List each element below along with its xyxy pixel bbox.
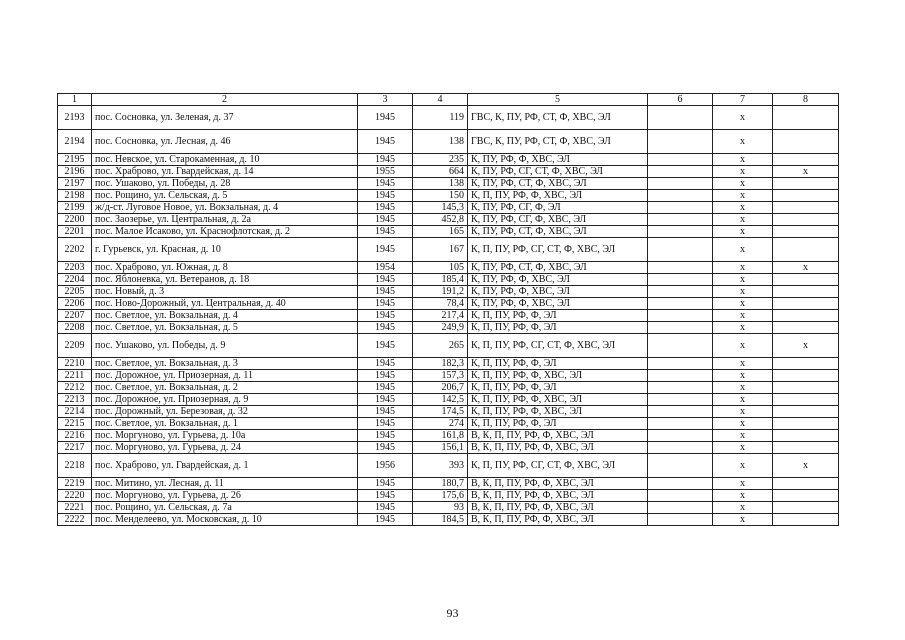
area-cell: 174,5 — [413, 406, 468, 418]
area-cell: 249,9 — [413, 322, 468, 334]
column-8-cell — [773, 202, 839, 214]
year-cell: 1945 — [358, 370, 413, 382]
address-cell: пос. Храброво, ул. Южная, д. 8 — [92, 262, 358, 274]
year-cell: 1945 — [358, 406, 413, 418]
systems-cell: В, К, П, ПУ, РФ, Ф, ХВС, ЭЛ — [468, 514, 648, 526]
column-8-cell: х — [773, 454, 839, 478]
systems-cell: К, П, ПУ, РФ, Ф, ХВС, ЭЛ — [468, 190, 648, 202]
address-cell: пос. Сосновка, ул. Зеленая, д. 37 — [92, 106, 358, 130]
column-8-cell — [773, 394, 839, 406]
column-6-cell — [648, 406, 713, 418]
systems-cell: К, ПУ, РФ, СГ, СТ, Ф, ХВС, ЭЛ — [468, 166, 648, 178]
address-cell: ж/д-ст. Луговое Новое, ул. Вокзальная, д. 4 — [92, 202, 358, 214]
table-row — [58, 166, 839, 178]
table-row — [58, 178, 839, 190]
table-row — [58, 214, 839, 226]
address-cell: пос. Невское, ул. Старокаменная, д. 10 — [92, 154, 358, 166]
table-row — [58, 394, 839, 406]
year-cell: 1945 — [358, 214, 413, 226]
column-8-cell — [773, 106, 839, 130]
column-8-cell — [773, 274, 839, 286]
column-8-cell: х — [773, 334, 839, 358]
area-cell: 93 — [413, 502, 468, 514]
year-cell: 1956 — [358, 454, 413, 478]
address-cell: пос. Светлое, ул. Вокзальная, д. 1 — [92, 418, 358, 430]
systems-cell: К, П, ПУ, РФ, Ф, ХВС, ЭЛ — [468, 370, 648, 382]
address-cell: пос. Рощино, ул. Сельская, д. 5 — [92, 190, 358, 202]
column-7-cell: х — [713, 382, 773, 394]
address-cell: г. Гурьевск, ул. Красная, д. 10 — [92, 238, 358, 262]
row-number-cell: 2198 — [58, 190, 92, 202]
address-cell: пос. Храброво, ул. Гвардейская, д. 14 — [92, 166, 358, 178]
table-row — [58, 262, 839, 274]
systems-cell: В, К, П, ПУ, РФ, Ф, ХВС, ЭЛ — [468, 442, 648, 454]
column-7-cell: х — [713, 442, 773, 454]
row-number-cell: 2212 — [58, 382, 92, 394]
column-7-cell: х — [713, 130, 773, 154]
column-8-cell — [773, 370, 839, 382]
column-6-cell — [648, 214, 713, 226]
table-row — [58, 298, 839, 310]
column-6-cell — [648, 226, 713, 238]
table-row — [58, 238, 839, 262]
column-8-cell — [773, 514, 839, 526]
year-cell: 1945 — [358, 226, 413, 238]
column-6-cell — [648, 262, 713, 274]
year-cell: 1945 — [358, 130, 413, 154]
column-6-cell — [648, 154, 713, 166]
column-8-cell — [773, 490, 839, 502]
column-8-cell — [773, 190, 839, 202]
page-number: 93 — [446, 606, 459, 620]
area-cell: 105 — [413, 262, 468, 274]
year-cell: 1955 — [358, 166, 413, 178]
column-7-cell: х — [713, 358, 773, 370]
table-row — [58, 442, 839, 454]
column-8-cell — [773, 298, 839, 310]
address-cell: пос. Светлое, ул. Вокзальная, д. 2 — [92, 382, 358, 394]
address-cell: пос. Менделеево, ул. Московская, д. 10 — [92, 514, 358, 526]
year-cell: 1945 — [358, 190, 413, 202]
column-6-cell — [648, 130, 713, 154]
area-cell: 138 — [413, 130, 468, 154]
column-7-cell: х — [713, 478, 773, 490]
column-6-cell — [648, 430, 713, 442]
column-8-cell — [773, 310, 839, 322]
column-6-cell — [648, 454, 713, 478]
column-6-cell — [648, 502, 713, 514]
address-cell: пос. Светлое, ул. Вокзальная, д. 3 — [92, 358, 358, 370]
systems-cell: К, П, ПУ, РФ, Ф, ЭЛ — [468, 418, 648, 430]
systems-cell: В, К, П, ПУ, РФ, Ф, ХВС, ЭЛ — [468, 490, 648, 502]
address-cell: пос. Ушаково, ул. Победы, д. 9 — [92, 334, 358, 358]
systems-cell: К, П, ПУ, РФ, СГ, СТ, Ф, ХВС, ЭЛ — [468, 454, 648, 478]
systems-cell: К, ПУ, РФ, СТ, Ф, ХВС, ЭЛ — [468, 262, 648, 274]
column-7-cell: х — [713, 226, 773, 238]
address-cell: пос. Моргуново, ул. Гурьева, д. 10а — [92, 430, 358, 442]
column-8-cell — [773, 322, 839, 334]
register-table — [57, 93, 839, 526]
systems-cell: К, ПУ, РФ, СГ, Ф, ЭЛ — [468, 202, 648, 214]
area-cell: 150 — [413, 190, 468, 202]
column-8-cell — [773, 358, 839, 370]
column-6-cell — [648, 418, 713, 430]
column-header: 4 — [413, 94, 468, 106]
column-header: 3 — [358, 94, 413, 106]
column-6-cell — [648, 238, 713, 262]
column-7-cell: х — [713, 454, 773, 478]
column-6-cell — [648, 442, 713, 454]
area-cell: 138 — [413, 178, 468, 190]
header-row — [58, 94, 839, 106]
address-cell: пос. Сосновка, ул. Лесная, д. 46 — [92, 130, 358, 154]
column-6-cell — [648, 166, 713, 178]
column-7-cell: х — [713, 202, 773, 214]
table-row — [58, 430, 839, 442]
area-cell: 265 — [413, 334, 468, 358]
row-number-cell: 2203 — [58, 262, 92, 274]
table-row — [58, 286, 839, 298]
address-cell: пос. Митино, ул. Лесная, д. 11 — [92, 478, 358, 490]
column-7-cell: х — [713, 430, 773, 442]
column-8-cell — [773, 238, 839, 262]
systems-cell: К, П, ПУ, РФ, Ф, ХВС, ЭЛ — [468, 394, 648, 406]
row-number-cell: 2209 — [58, 334, 92, 358]
systems-cell: К, П, ПУ, РФ, СГ, СТ, Ф, ХВС, ЭЛ — [468, 238, 648, 262]
column-7-cell: х — [713, 262, 773, 274]
systems-cell: К, ПУ, РФ, Ф, ХВС, ЭЛ — [468, 154, 648, 166]
address-cell: пос. Ново-Дорожный, ул. Центральная, д. 40 — [92, 298, 358, 310]
table-row — [58, 514, 839, 526]
row-number-cell: 2202 — [58, 238, 92, 262]
row-number-cell: 2193 — [58, 106, 92, 130]
row-number-cell: 2218 — [58, 454, 92, 478]
table-row — [58, 358, 839, 370]
address-cell: пос. Заозерье, ул. Центральная, д. 2а — [92, 214, 358, 226]
column-header: 7 — [713, 94, 773, 106]
table-row — [58, 382, 839, 394]
systems-cell: К, П, ПУ, РФ, СГ, СТ, Ф, ХВС, ЭЛ — [468, 334, 648, 358]
column-7-cell: х — [713, 274, 773, 286]
column-8-cell — [773, 382, 839, 394]
column-7-cell: х — [713, 334, 773, 358]
column-8-cell — [773, 130, 839, 154]
area-cell: 180,7 — [413, 478, 468, 490]
column-6-cell — [648, 322, 713, 334]
column-6-cell — [648, 178, 713, 190]
column-6-cell — [648, 202, 713, 214]
systems-cell: К, П, ПУ, РФ, Ф, ЭЛ — [468, 382, 648, 394]
year-cell: 1945 — [358, 382, 413, 394]
row-number-cell: 2205 — [58, 286, 92, 298]
year-cell: 1945 — [358, 334, 413, 358]
systems-cell: К, П, ПУ, РФ, Ф, ХВС, ЭЛ — [468, 406, 648, 418]
column-7-cell: х — [713, 166, 773, 178]
area-cell: 206,7 — [413, 382, 468, 394]
column-7-cell: х — [713, 190, 773, 202]
row-number-cell: 2219 — [58, 478, 92, 490]
column-7-cell: х — [713, 370, 773, 382]
row-number-cell: 2213 — [58, 394, 92, 406]
column-8-cell — [773, 178, 839, 190]
area-cell: 184,5 — [413, 514, 468, 526]
area-cell: 78,4 — [413, 298, 468, 310]
column-8-cell — [773, 286, 839, 298]
address-cell: пос. Моргуново, ул. Гурьева, д. 26 — [92, 490, 358, 502]
column-7-cell: х — [713, 286, 773, 298]
area-cell: 157,3 — [413, 370, 468, 382]
table-row — [58, 154, 839, 166]
year-cell: 1945 — [358, 430, 413, 442]
systems-cell: ГВС, К, ПУ, РФ, СТ, Ф, ХВС, ЭЛ — [468, 130, 648, 154]
year-cell: 1945 — [358, 514, 413, 526]
area-cell: 182,3 — [413, 358, 468, 370]
table-row — [58, 322, 839, 334]
column-8-cell — [773, 442, 839, 454]
column-6-cell — [648, 394, 713, 406]
table-row — [58, 490, 839, 502]
year-cell: 1945 — [358, 310, 413, 322]
column-8-cell: х — [773, 262, 839, 274]
year-cell: 1945 — [358, 298, 413, 310]
systems-cell: К, П, ПУ, РФ, Ф, ЭЛ — [468, 322, 648, 334]
column-7-cell: х — [713, 502, 773, 514]
area-cell: 664 — [413, 166, 468, 178]
address-cell: пос. Яблоневка, ул. Ветеранов, д. 18 — [92, 274, 358, 286]
area-cell: 142,5 — [413, 394, 468, 406]
row-number-cell: 2220 — [58, 490, 92, 502]
row-number-cell: 2199 — [58, 202, 92, 214]
address-cell: пос. Дорожный, ул. Березовая, д. 32 — [92, 406, 358, 418]
table-row — [58, 202, 839, 214]
column-8-cell: х — [773, 166, 839, 178]
row-number-cell: 2206 — [58, 298, 92, 310]
row-number-cell: 2214 — [58, 406, 92, 418]
row-number-cell: 2211 — [58, 370, 92, 382]
row-number-cell: 2196 — [58, 166, 92, 178]
systems-cell: В, К, П, ПУ, РФ, Ф, ХВС, ЭЛ — [468, 478, 648, 490]
systems-cell: В, К, П, ПУ, РФ, Ф, ХВС, ЭЛ — [468, 502, 648, 514]
address-cell: пос. Новый, д. 3 — [92, 286, 358, 298]
table-row — [58, 478, 839, 490]
column-header: 6 — [648, 94, 713, 106]
year-cell: 1945 — [358, 154, 413, 166]
column-6-cell — [648, 382, 713, 394]
column-7-cell: х — [713, 310, 773, 322]
row-number-cell: 2215 — [58, 418, 92, 430]
column-7-cell: х — [713, 418, 773, 430]
year-cell: 1945 — [358, 394, 413, 406]
area-cell: 145,3 — [413, 202, 468, 214]
table-row — [58, 334, 839, 358]
column-7-cell: х — [713, 490, 773, 502]
table-row — [58, 226, 839, 238]
year-cell: 1945 — [358, 178, 413, 190]
address-cell: пос. Моргуново, ул. Гурьева, д. 24 — [92, 442, 358, 454]
column-8-cell — [773, 406, 839, 418]
column-8-cell — [773, 430, 839, 442]
year-cell: 1945 — [358, 202, 413, 214]
year-cell: 1945 — [358, 286, 413, 298]
year-cell: 1945 — [358, 358, 413, 370]
column-7-cell: х — [713, 394, 773, 406]
area-cell: 452,8 — [413, 214, 468, 226]
area-cell: 185,4 — [413, 274, 468, 286]
year-cell: 1945 — [358, 238, 413, 262]
address-cell: пос. Дорожное, ул. Приозерная, д. 11 — [92, 370, 358, 382]
address-cell: пос. Светлое, ул. Вокзальная, д. 4 — [92, 310, 358, 322]
area-cell: 393 — [413, 454, 468, 478]
year-cell: 1954 — [358, 262, 413, 274]
systems-cell: К, ПУ, РФ, Ф, ХВС, ЭЛ — [468, 286, 648, 298]
column-7-cell: х — [713, 406, 773, 418]
row-number-cell: 2201 — [58, 226, 92, 238]
area-cell: 217,4 — [413, 310, 468, 322]
column-6-cell — [648, 478, 713, 490]
systems-cell: К, ПУ, РФ, СТ, Ф, ХВС, ЭЛ — [468, 226, 648, 238]
area-cell: 175,6 — [413, 490, 468, 502]
column-8-cell — [773, 154, 839, 166]
systems-cell: К, П, ПУ, РФ, Ф, ЭЛ — [468, 358, 648, 370]
table-row — [58, 310, 839, 322]
year-cell: 1945 — [358, 442, 413, 454]
year-cell: 1945 — [358, 490, 413, 502]
systems-cell: В, К, П, ПУ, РФ, Ф, ХВС, ЭЛ — [468, 430, 648, 442]
area-cell: 191,2 — [413, 286, 468, 298]
systems-cell: К, ПУ, РФ, Ф, ХВС, ЭЛ — [468, 274, 648, 286]
column-8-cell — [773, 478, 839, 490]
column-6-cell — [648, 334, 713, 358]
row-number-cell: 2210 — [58, 358, 92, 370]
year-cell: 1945 — [358, 322, 413, 334]
row-number-cell: 2194 — [58, 130, 92, 154]
area-cell: 167 — [413, 238, 468, 262]
column-7-cell: х — [713, 154, 773, 166]
systems-cell: К, ПУ, РФ, СГ, Ф, ХВС, ЭЛ — [468, 214, 648, 226]
column-header: 8 — [773, 94, 839, 106]
column-8-cell — [773, 502, 839, 514]
row-number-cell: 2222 — [58, 514, 92, 526]
row-number-cell: 2195 — [58, 154, 92, 166]
year-cell: 1945 — [358, 478, 413, 490]
year-cell: 1945 — [358, 274, 413, 286]
row-number-cell: 2200 — [58, 214, 92, 226]
year-cell: 1945 — [358, 502, 413, 514]
address-cell: пос. Храброво, ул. Гвардейская, д. 1 — [92, 454, 358, 478]
systems-cell: К, ПУ, РФ, Ф, ХВС, ЭЛ — [468, 298, 648, 310]
column-8-cell — [773, 214, 839, 226]
row-number-cell: 2216 — [58, 430, 92, 442]
column-6-cell — [648, 190, 713, 202]
column-7-cell: х — [713, 322, 773, 334]
area-cell: 274 — [413, 418, 468, 430]
table-row — [58, 502, 839, 514]
table-row — [58, 418, 839, 430]
row-number-cell: 2217 — [58, 442, 92, 454]
column-8-cell — [773, 418, 839, 430]
column-7-cell: х — [713, 178, 773, 190]
column-7-cell: х — [713, 214, 773, 226]
systems-cell: ГВС, К, ПУ, РФ, СТ, Ф, ХВС, ЭЛ — [468, 106, 648, 130]
area-cell: 156,1 — [413, 442, 468, 454]
address-cell: пос. Дорожное, ул. Приозерная, д. 9 — [92, 394, 358, 406]
row-number-cell: 2207 — [58, 310, 92, 322]
column-6-cell — [648, 490, 713, 502]
column-6-cell — [648, 310, 713, 322]
systems-cell: К, П, ПУ, РФ, Ф, ЭЛ — [468, 310, 648, 322]
year-cell: 1945 — [358, 106, 413, 130]
area-cell: 165 — [413, 226, 468, 238]
table-row — [58, 454, 839, 478]
row-number-cell: 2221 — [58, 502, 92, 514]
column-header: 2 — [92, 94, 358, 106]
row-number-cell: 2204 — [58, 274, 92, 286]
table-row — [58, 190, 839, 202]
systems-cell: К, ПУ, РФ, СТ, Ф, ХВС, ЭЛ — [468, 178, 648, 190]
address-cell: пос. Ушаково, ул. Победы, д. 28 — [92, 178, 358, 190]
address-cell: пос. Светлое, ул. Вокзальная, д. 5 — [92, 322, 358, 334]
address-cell: пос. Малое Исаково, ул. Краснофлотская, д. 2 — [92, 226, 358, 238]
year-cell: 1945 — [358, 418, 413, 430]
column-6-cell — [648, 106, 713, 130]
column-6-cell — [648, 370, 713, 382]
table-row — [58, 130, 839, 154]
area-cell: 235 — [413, 154, 468, 166]
column-7-cell: х — [713, 298, 773, 310]
row-number-cell: 2208 — [58, 322, 92, 334]
row-number-cell: 2197 — [58, 178, 92, 190]
address-cell: пос. Рощино, ул. Сельская, д. 7а — [92, 502, 358, 514]
column-6-cell — [648, 286, 713, 298]
table-row — [58, 406, 839, 418]
column-header: 1 — [58, 94, 92, 106]
column-header: 5 — [468, 94, 648, 106]
area-cell: 119 — [413, 106, 468, 130]
column-6-cell — [648, 274, 713, 286]
area-cell: 161,8 — [413, 430, 468, 442]
column-7-cell: х — [713, 514, 773, 526]
column-7-cell: х — [713, 106, 773, 130]
column-6-cell — [648, 358, 713, 370]
column-6-cell — [648, 514, 713, 526]
table-row — [58, 370, 839, 382]
column-7-cell: х — [713, 238, 773, 262]
column-8-cell — [773, 226, 839, 238]
table-row — [58, 106, 839, 130]
table-row — [58, 274, 839, 286]
column-6-cell — [648, 298, 713, 310]
